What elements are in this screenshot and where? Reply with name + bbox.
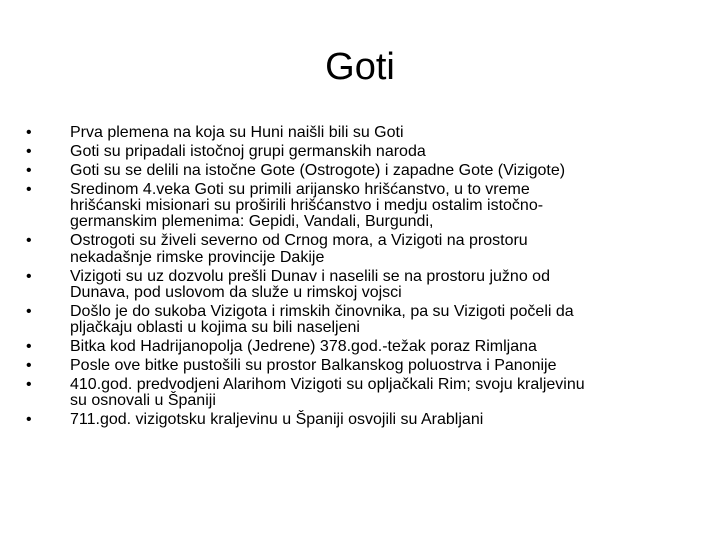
- bullet-text-line: hrišćanski misionari su proširili hrišćanstvo i medju ostalim istočno-: [70, 197, 544, 215]
- bullet-item: [26, 125, 676, 141]
- bullet-text-line: Ostrogoti su živeli severno od Crnog mora, a Vizigoti na prostoru: [70, 232, 528, 250]
- bullet-item: [26, 163, 676, 179]
- bullet-dot-icon: •: [26, 162, 32, 179]
- bullet-item: [26, 412, 676, 428]
- bullet-text-line: nekadašnje rimske provincije Dakije: [70, 248, 325, 266]
- bullet-text-line: Posle ove bitke pustošili su prostor Balkanskog poluostrva i Panonije: [70, 357, 557, 375]
- bullet-item: [26, 304, 676, 336]
- bullet-item: [26, 144, 676, 160]
- bullet-text-line: su osnovali u Španiji: [70, 392, 216, 410]
- bullet-text-line: Bitka kod Hadrijanopolja (Jedrene) 378.god.-težak poraz Rimljana: [70, 338, 537, 356]
- bullet-text-line: Došlo je do sukoba Vizigota i rimskih činovnika, pa su Vizigoti počeli da: [70, 302, 574, 320]
- bullet-dot-icon: •: [26, 267, 32, 285]
- bullet-item: [26, 182, 676, 231]
- bullet-dot-icon: •: [26, 338, 32, 356]
- bullet-text-line: Sredinom 4.veka Goti su primili arijansko hrišćanstvo, u to vreme: [70, 181, 530, 198]
- bullet-dot-icon: •: [26, 357, 32, 375]
- bullet-text-line: 410.god. predvodjeni Alarihom Vizigoti su opljačkali Rim; svoju kraljevinu: [70, 376, 585, 394]
- bullet-text-line: Dunava, pod uslovom da služe u rimskoj vojsci: [70, 283, 402, 301]
- bullet-item: [26, 358, 676, 374]
- bullet-dot-icon: •: [26, 376, 32, 394]
- bullet-text-line: Goti su pripadali istočnoj grupi germanskih naroda: [70, 143, 426, 160]
- slide-title: Goti: [325, 46, 395, 88]
- bullet-text-line: germanskim plemenima: Gepidi, Vandali, Burgundi,: [70, 213, 434, 231]
- bullet-text-line: Goti su se delili na istočne Gote (Ostrogote) i zapadne Gote (Vizigote): [70, 162, 566, 179]
- bullet-text-line: Vizigoti su uz dozvolu prešli Dunav i naselili se na prostoru južno od: [70, 267, 550, 285]
- bullet-dot-icon: •: [26, 232, 32, 250]
- bullet-item: [26, 377, 676, 409]
- bullet-text-line: 711.god. vizigotsku kraljevinu u Španiji osvojili su Arabljani: [70, 411, 484, 429]
- bullet-text-line: pljačkaju oblasti u kojima su bili naseljeni: [70, 319, 360, 337]
- bullet-dot-icon: •: [26, 124, 32, 141]
- bullet-dot-icon: •: [26, 411, 32, 429]
- bullet-dot-icon: •: [26, 181, 32, 198]
- bullet-text-line: Prva plemena na koja su Huni naišli bili su Goti: [70, 124, 404, 141]
- bullet-dot-icon: •: [26, 143, 32, 160]
- bullet-item: [26, 339, 676, 355]
- bullet-item: [26, 269, 676, 301]
- bullet-list: [26, 125, 676, 431]
- bullet-item: [26, 233, 676, 265]
- bullet-dot-icon: •: [26, 302, 32, 320]
